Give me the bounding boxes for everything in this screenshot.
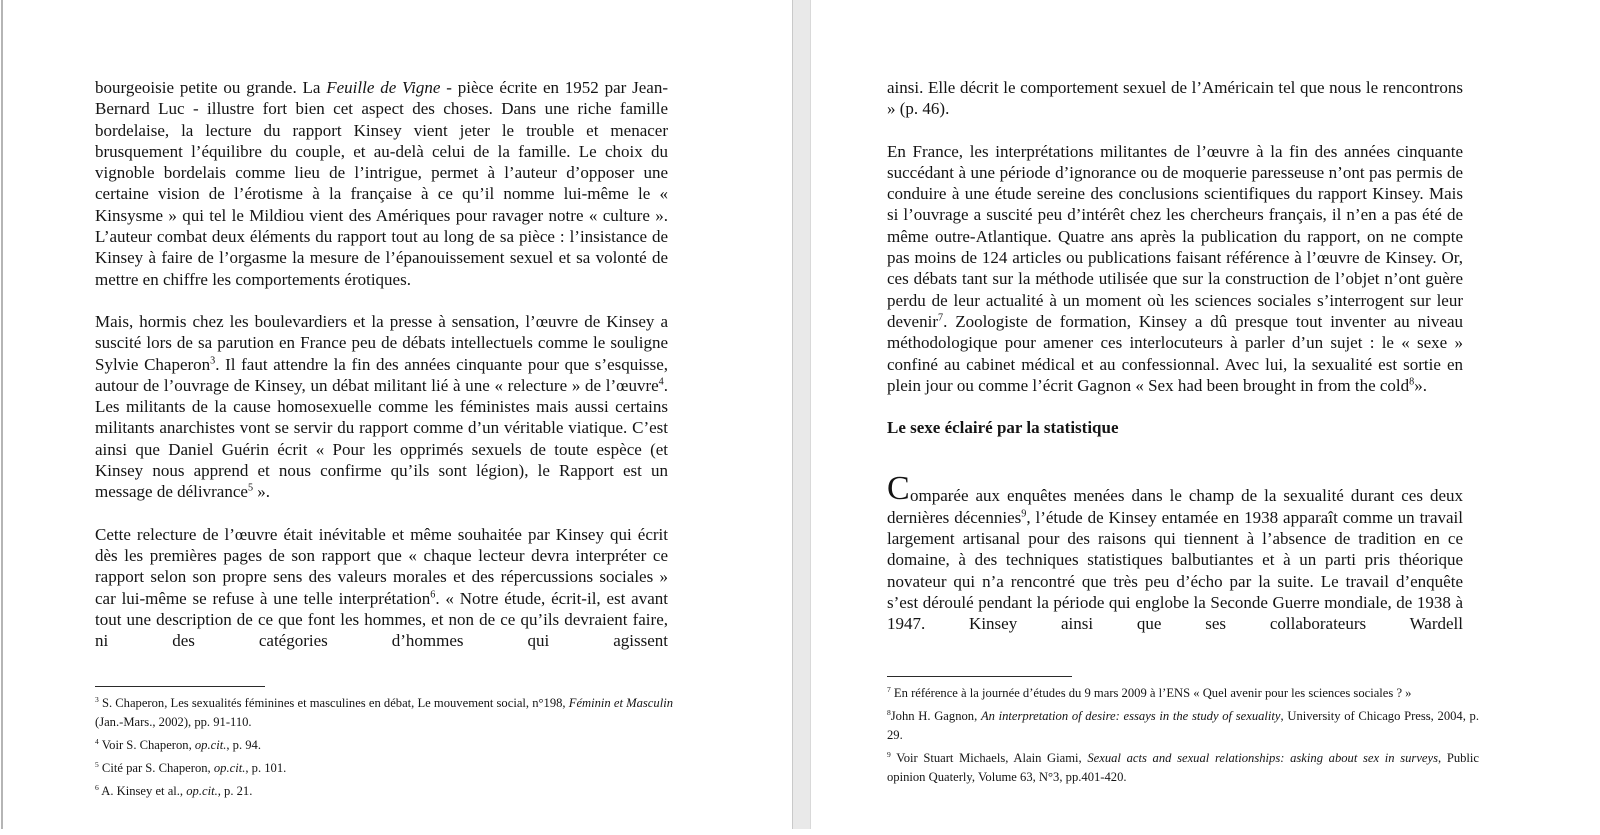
right-page-text	[887, 77, 1463, 656]
footnote	[95, 736, 673, 755]
paragraph: ainsi. Elle décrit le comportement sexuel de l’Américain tel que nous le rencontrons » (p. 46).	[887, 78, 1463, 119]
footnote	[887, 749, 1479, 787]
footnote	[887, 707, 1479, 745]
paragraph: Mais, hormis chez les boulevardiers et la presse à sensation, l’œuvre de Kinsey a suscité lors de sa parution en France peu de débats intellectuels comme le souligne Sylvie Chaperon$^3$. Il faut attendre la fin des années cinquante pour que s’esquisse, autour de l’ouvrage de Kinsey, un débat militant lié à une « relecture » de l’œuvre$^4$. Les militants de la cause homosexuelle comme les féministes mais aussi certains militants anarchistes vont se servir du rapport comme d’un véritable viatique. C’est ainsi que Daniel Guérin écrit « Pour les opprimés sexuels de toute espèce (et Kinsey nous apprend et nous confirme qu’ils sont légion), le Rapport est un message de délivrance$^5$ ».	[95, 311, 668, 502]
right-page-footnotes	[887, 676, 1479, 791]
footnote-text: S. Chaperon, Les sexualités féminines et masculines en débat, Le mouvement social, n°198, Féminin et Masculin (Jan.-Mars., 2002), pp. 91-110.	[95, 696, 673, 729]
footnote-text: Voir S. Chaperon, op.cit., p. 94.	[98, 738, 261, 752]
paragraph: En France, les interprétations militantes de l’œuvre à la fin des années cinquante succédant à une période d’ignorance ou de moquerie paresseuse n’ont pas permis de conduire à une étude sereine des conclusions scientifiques du rapport Kinsey. Mais si l’ouvrage a suscité peu d’intérêt chez les chercheurs français, il n’en a pas été de même outre-Atlantique. Quatre ans après la publication du rapport, on ne compte pas moins de 124 articles ou publications faisant référence à l’œuvre de Kinsey. Or, ces débats tant sur la méthode utilisée que sur la construction de l’objet n’ont guère perdu de leur actualité à un moment où les sciences sociales s’interrogent sur leur devenir$^7$. Zoologiste de formation, Kinsey a dû presque tout inventer au niveau méthodologique pour amener ces interlocuteurs à parler d’un sujet : le « sexe » confiné au cabinet médical et au confessionnal. Avec lui, la sexualité est sortie en plein jour ou comme l’écrit Gagnon « Sex had been brought in from the cold$^8$».	[887, 141, 1463, 395]
footnote-text: Voir Stuart Michaels, Alain Giami, Sexual acts and sexual relationships: asking about sex in surveys, Public opinion Quaterly, Volume 63, N°3, pp.401-420.	[887, 751, 1480, 784]
initial-capital: C	[887, 470, 910, 508]
footnote-separator	[887, 676, 1072, 677]
footnote-number: 7	[887, 684, 891, 694]
footnote-text: Cité par S. Chaperon, op.cit., p. 101.	[98, 761, 287, 775]
footnote-number: 5	[95, 759, 99, 769]
footnote-number: 6	[95, 782, 99, 792]
footnote-text: En référence à la journée d’études du 9 mars 2009 à l’ENS « Quel avenir pour les sciences sociales ? »	[890, 686, 1412, 700]
footnote-number: 3	[95, 694, 99, 704]
footnote-number: 8	[887, 707, 891, 717]
footnote-text: John H. Gagnon, An interpretation of desire: essays in the study of sexuality, University of Chicago Press, 2004, p. 29.	[887, 709, 1479, 742]
footnote	[95, 759, 673, 778]
paragraph-text: omparée aux enquêtes menées dans le champ de la sexualité durant ces deux dernières décennies$^9$, l’étude de Kinsey entamée en 1938 apparaît comme un travail largement artisanal pour des raisons qui tiennent à l’absence de tradition en ce domaine, à des techniques statistiques balbutiantes et à un parti pris théorique novateur qui n’a rencontré que très peu d’écho par la suite. Le travail d’enquête s’est déroulé pendant la période qui englobe la Seconde Guerre mondiale, de 1938 à 1947. Kinsey ainsi que ses collaborateurs Wardell	[887, 486, 1463, 634]
paragraph: bourgeoisie petite ou grande. La Feuille de Vigne - pièce écrite en 1952 par Jean-Bernard Luc - illustre fort bien cet aspect des choses. Dans une riche famille bordelaise, la lecture du rapport Kinsey vient jeter le trouble et menacer brusquement l’équilibre du couple, et au-delà celui de la famille. Le choix du vignoble bordelais comme lieu de l’intrigue, permet à l’auteur d’opposer une certaine vision de l’érotisme à la française à ce qu’il nomme lui-même le « Kinsysme » qui tel le Mildiou vient des Amériques pour ravager notre « culture ». L’auteur combat deux éléments du rapport tout au long de sa pièce : l’insistance de Kinsey à faire de l’orgasme la mesure de l’épanouissement sexuel et sa volonté de mettre en chiffre les comportements érotiques.	[95, 78, 668, 289]
footnote	[887, 684, 1479, 703]
footnote-number: 9	[887, 749, 891, 759]
left-page-edge	[1, 0, 3, 829]
paragraph-with-initial	[887, 470, 1463, 634]
footnote-text: A. Kinsey et al., op.cit., p. 21.	[98, 784, 253, 798]
footnote	[95, 694, 673, 732]
section-heading: Le sexe éclairé par la statistique	[887, 418, 1119, 438]
paragraph: Cette relecture de l’œuvre était inévitable et même souhaitée par Kinsey qui écrit dès les premières pages de son rapport que « chaque lecteur devra interpréter ce rapport selon son propre sens des valeurs morales et des répercussions sociales » car lui-même se refuse à une telle interprétation$^6$. « Notre étude, écrit-il, est avant tout une description de ce que font les hommes, et non de ce qu’ils devraient faire, ni des catégories d’hommes qui agissent	[95, 524, 668, 651]
left-page-text	[95, 77, 668, 672]
left-page-footnotes	[95, 686, 673, 805]
footnote-separator	[95, 686, 265, 687]
footnote	[95, 782, 673, 801]
page-gutter	[792, 0, 811, 829]
footnote-number: 4	[95, 736, 99, 746]
